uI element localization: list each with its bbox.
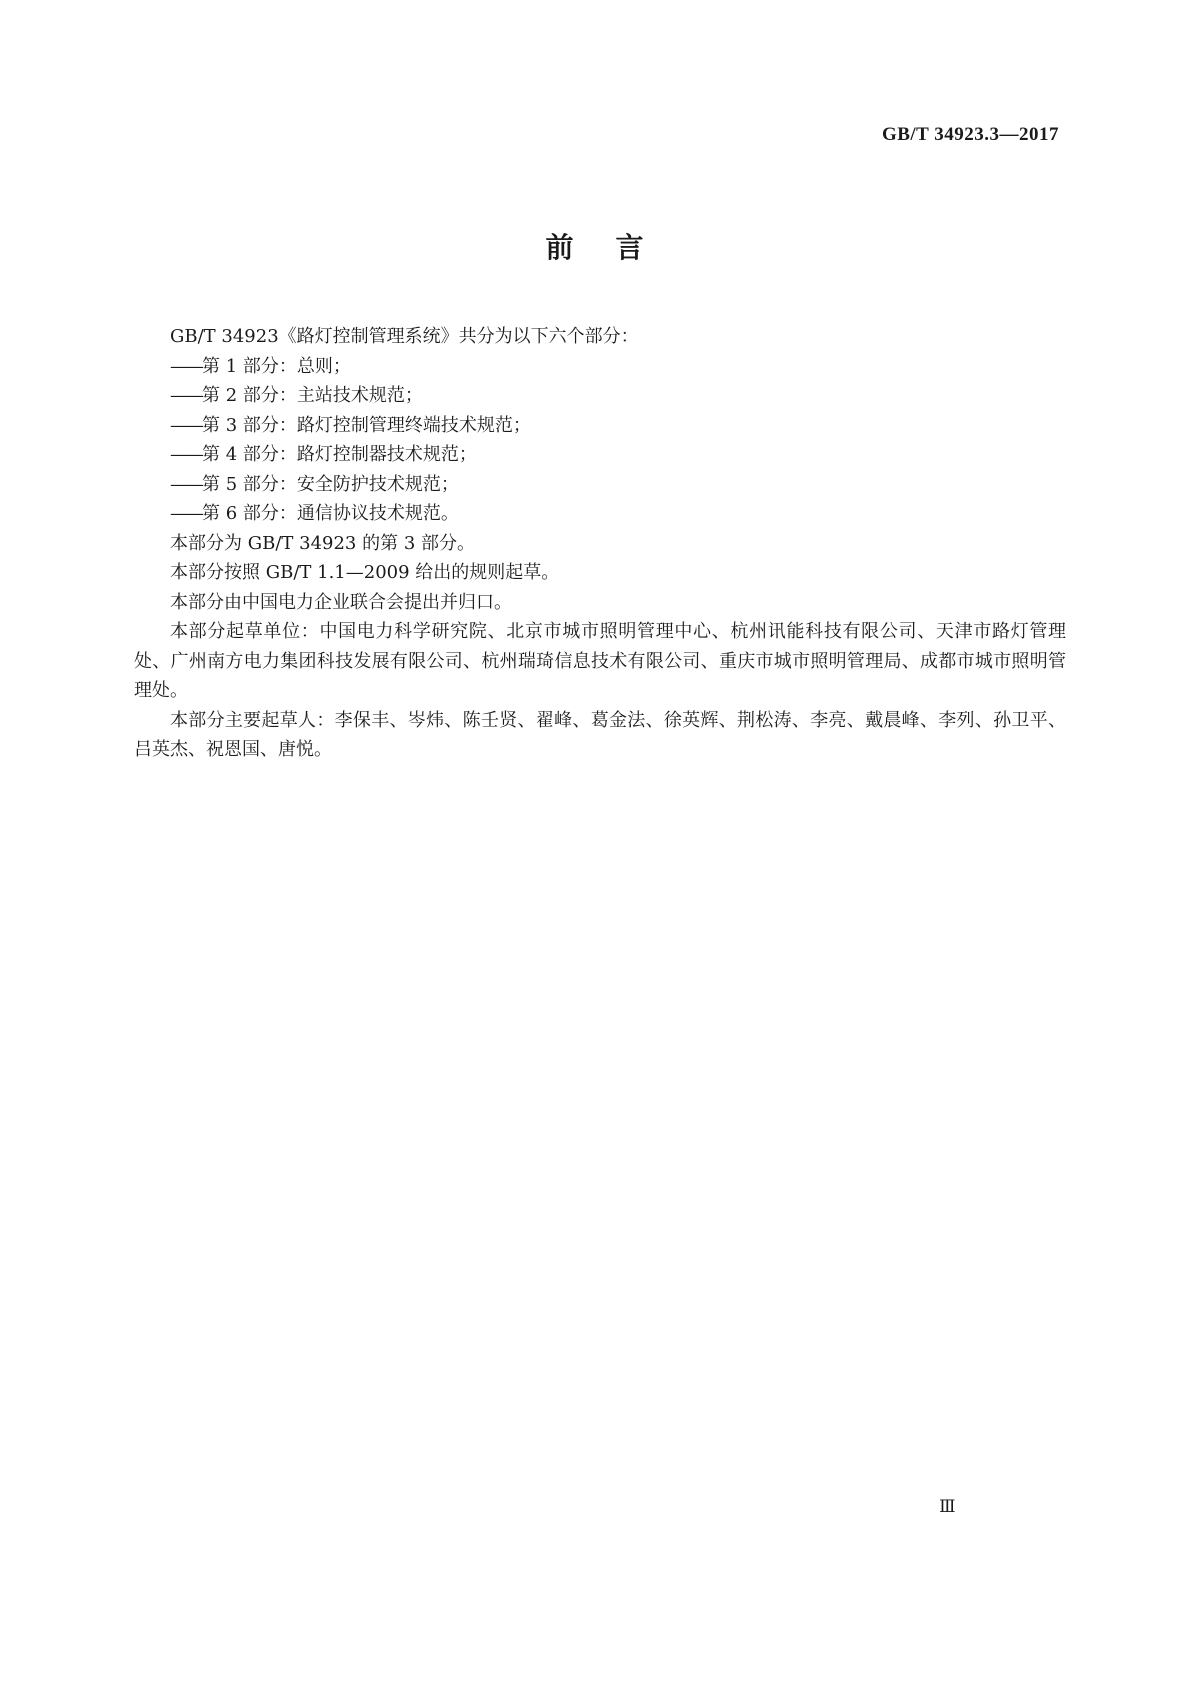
drafters-paragraph: 本部分主要起草人：李保丰、岑炜、陈壬贤、翟峰、葛金法、徐英辉、荆松涛、李亮、戴晨峰、李列、孙卫平、吕英杰、祝恩国、唐悦。	[134, 709, 1066, 760]
list-item-text: 第 2 部分：主站技术规范；	[202, 385, 423, 406]
proposer-paragraph: 本部分由中国电力企业联合会提出并归口。	[170, 591, 512, 613]
list-item-part-5	[134, 470, 1066, 500]
list-dash: ——	[170, 414, 202, 436]
drafting-units-paragraph: 本部分起草单位：中国电力科学研究院、北京市城市照明管理中心、杭州讯能科技有限公司、天津市路灯管理处、广州南方电力集团科技发展有限公司、杭州瑞琦信息技术有限公司、重庆市城市照明管理局、成都市城市照明管理处。	[134, 621, 1066, 701]
list-item-part-3	[134, 411, 1066, 441]
list-item-text: 第 4 部分：路灯控制器技术规范；	[202, 444, 477, 465]
drafting-rules-paragraph: 本部分按照 GB/T 1.1—2009 给出的规则起草。	[170, 562, 560, 583]
list-item-part-1	[134, 352, 1066, 382]
page-title	[0, 226, 1191, 266]
standard-number-header: GB/T 34923.3—2017	[881, 124, 1059, 145]
list-item-text: 第 6 部分：通信协议技术规范。	[202, 503, 459, 524]
list-dash: ——	[170, 385, 202, 406]
list-item-text: 第 3 部分：路灯控制管理终端技术规范；	[202, 414, 531, 436]
list-item-part-6	[134, 499, 1066, 529]
list-item-part-4	[134, 440, 1066, 470]
foreword-body	[134, 322, 1066, 765]
this-part-paragraph: 本部分为 GB/T 34923 的第 3 部分。	[170, 532, 475, 554]
list-dash: ——	[170, 355, 202, 377]
page-title-part-2: 言	[615, 231, 646, 264]
list-dash: ——	[170, 503, 202, 524]
list-dash: ——	[170, 444, 202, 465]
page-number: Ⅲ	[939, 1497, 955, 1516]
list-item-text: 第 1 部分：总则；	[202, 355, 351, 377]
page-title-part-1: 前	[545, 231, 576, 264]
intro-paragraph: GB/T 34923《路灯控制管理系统》共分为以下六个部分：	[170, 326, 639, 347]
list-item-text: 第 5 部分：安全防护技术规范；	[202, 473, 459, 495]
list-dash: ——	[170, 473, 202, 495]
list-item-part-2	[134, 381, 1066, 411]
